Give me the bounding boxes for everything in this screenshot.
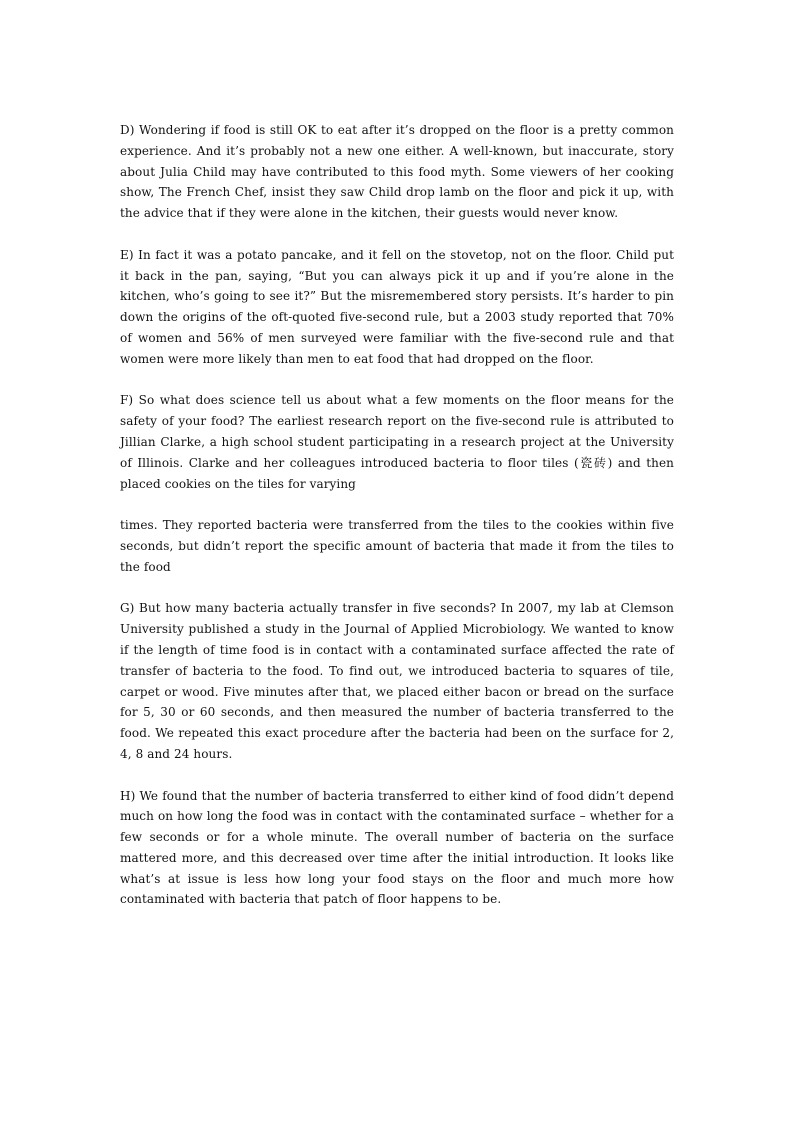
paragraph-e: E) In fact it was a potato pancake, and it fell on the stovetop, not on the floor. Child put it back in the pan, saying, “But you can always pick it up and if you’re alone in the kitchen, who’s going to see it?” But the misremembered story persists. It’s harder to pin down the origins of the oft-quoted five-second rule, but a 2003 study reported that 70% of women and 56% of men surveyed were familiar with the five-second rule and that women were more likely than men to eat food that had dropped on the floor. <box>120 247 674 366</box>
paragraph-f: F) So what does science tell us about what a few moments on the floor means for the safety of your food? The earliest research report on the five-second rule is attributed to Jillian Clarke, a high school student participating in a research project at the University of Illinois. Clarke and her colleagues introduced bacteria to floor tiles (瓷砖) and then placed cookies on the tiles for varying <box>120 393 674 491</box>
paragraph-d: D) Wondering if food is still OK to eat after it’s dropped on the floor is a pretty common experience. And it’s probably not a new one either. A well-known, but inaccurate, story about Julia Child may have contributed to this food myth. Some viewers of her cooking show, The French Chef, insist they saw Child drop lamb on the floor and pick it up, with the advice that if they were alone in the kitchen, their guests would never know. <box>120 123 674 221</box>
paragraph-h: H) We found that the number of bacteria transferred to either kind of food didn’t depend much on how long the food was in contact with the contaminated surface – whether for a few seconds or for a whole minute. The overall number of bacteria on the surface mattered more, and this decreased over time after the initial introduction. It looks like what’s at issue is less how long your food stays on the floor and much more how contaminated with bacteria that patch of floor happens to be. <box>120 788 674 907</box>
paragraph-f-continued: times. They reported bacteria were transferred from the tiles to the cookies within five seconds, but didn’t report the specific amount of bacteria that made it from the tiles to the food <box>120 518 674 574</box>
document-page <box>120 120 674 931</box>
paragraph-g: G) But how many bacteria actually transfer in five seconds? In 2007, my lab at Clemson University published a study in the Journal of Applied Microbiology. We wanted to know if the length of time food is in contact with a contaminated surface affected the rate of transfer of bacteria to the food. To find out, we introduced bacteria to squares of tile, carpet or wood. Five minutes after that, we placed either bacon or bread on the surface for 5, 30 or 60 seconds, and then measured the number of bacteria transferred to the food. We repeated this exact procedure after the bacteria had been on the surface for 2, 4, 8 and 24 hours. <box>120 601 674 761</box>
